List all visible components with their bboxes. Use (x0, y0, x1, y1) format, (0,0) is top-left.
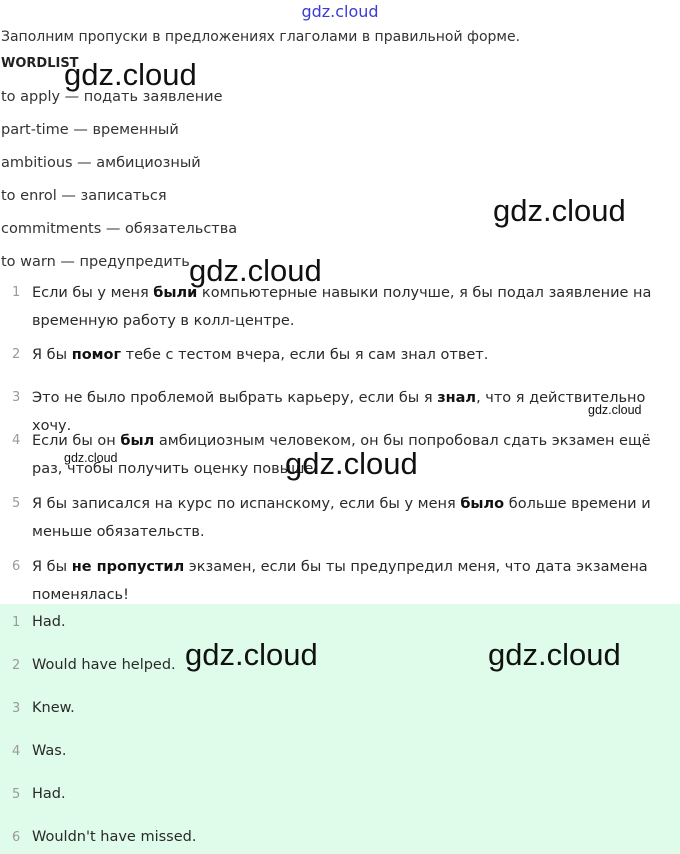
question-item (12, 279, 680, 335)
question-text: Если бы у меня были компьютерные навыки получше, я бы подал заявление на временную работу в колл-центре. (32, 285, 652, 329)
answer-verb: были (153, 285, 198, 301)
answer-number: 5 (12, 787, 21, 802)
answer-text: Was. (32, 743, 67, 759)
question-text: Я бы помог тебе с тестом вчера, если бы я сам знал ответ. (32, 347, 489, 363)
answer-text: Had. (32, 786, 66, 802)
wordlist-item: ambitious — амбициозный (1, 155, 201, 171)
wordlist-item: to enrol — записаться (1, 188, 167, 204)
question-text: Я бы записался на курс по испанскому, если бы у меня было больше времени и меньше обязательств. (32, 496, 651, 540)
question-item (12, 341, 680, 369)
answer-verb: было (460, 496, 505, 512)
wordlist-heading: WORDLIST (1, 56, 79, 71)
answer-text: Knew. (32, 700, 75, 716)
wordlist-item: part-time — временный (1, 122, 179, 138)
answer-verb: помог (71, 347, 122, 363)
answer-item (12, 657, 176, 673)
intro-text: Заполним пропуски в предложениях глаголами в правильной форме. (1, 29, 521, 45)
answer-text: Wouldn't have missed. (32, 829, 197, 845)
answer-text: Would have helped. (32, 657, 176, 673)
question-number: 3 (12, 390, 21, 405)
watermark: gdz.cloud (488, 637, 621, 672)
wordlist-item: commitments — обязательства (1, 221, 238, 237)
answer-item (12, 829, 196, 845)
question-item (12, 490, 680, 546)
question-text: Если бы он был амбициозным человеком, он бы попробовал сдать экзамен ещё раз, чтобы получить оценку повыше. (32, 433, 651, 477)
question-number: 6 (12, 559, 21, 574)
wordlist-item: to warn — предупредить (1, 254, 190, 270)
watermark: gdz.cloud (493, 193, 626, 228)
answer-number: 2 (12, 658, 21, 673)
watermark: gdz.cloud (64, 57, 197, 92)
answer-item (12, 743, 66, 759)
answer-verb: знал (437, 390, 477, 406)
answers-panel (0, 604, 680, 854)
watermark: gdz.cloud (189, 253, 322, 288)
answer-text: Had. (32, 614, 66, 630)
answer-item (12, 700, 75, 716)
watermark: gdz.cloud (185, 637, 318, 672)
watermark: gdz.cloud (588, 403, 642, 417)
question-text: Я бы не пропустил экзамен, если бы ты предупредил меня, что дата экзамена поменялась! (32, 559, 648, 603)
answer-item (12, 786, 66, 802)
wordlist-item: to apply — подать заявление (1, 89, 223, 105)
answer-verb: не пропустил (71, 559, 185, 575)
question-number: 4 (12, 433, 21, 448)
answer-verb: был (120, 433, 155, 449)
question-number: 5 (12, 496, 21, 511)
question-text: Это не было проблемой выбрать карьеру, если бы я знал, что я действительно хочу. (32, 390, 646, 434)
answer-number: 3 (12, 701, 21, 716)
question-number: 2 (12, 347, 21, 362)
answer-item (12, 614, 66, 630)
question-item (12, 553, 680, 609)
watermark: gdz.cloud (64, 451, 118, 465)
answer-number: 1 (12, 615, 21, 630)
answer-number: 6 (12, 830, 21, 845)
answer-number: 4 (12, 744, 21, 759)
question-number: 1 (12, 285, 21, 300)
question-item (12, 427, 680, 483)
top-watermark: gdz.cloud (301, 2, 379, 21)
watermark: gdz.cloud (285, 446, 418, 481)
